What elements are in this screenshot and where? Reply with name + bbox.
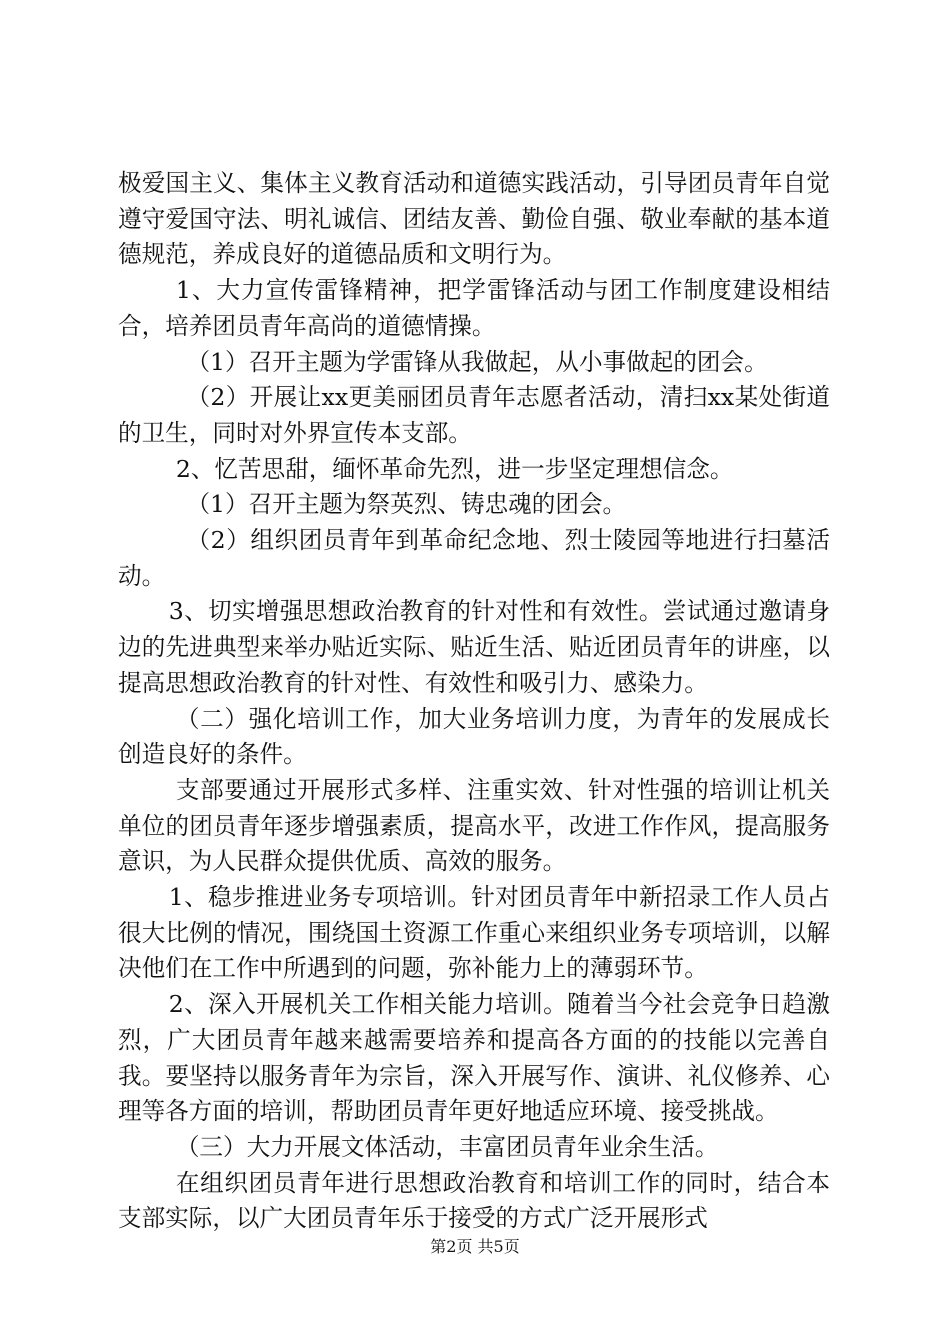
paragraph-subitem-1-2: （2）开展让xx更美丽团员青年志愿者活动，清扫xx某处街道的卫生，同时对外界宣传本支部。 [118, 383, 830, 447]
section-heading-2: （二）强化培训工作，加大业务培训力度，为青年的发展成长创造良好的条件。 [118, 704, 830, 769]
paragraph-subitem-1-1: （1）召开主题为学雷锋从我做起，从小事做起的团会。 [186, 347, 768, 376]
paragraph-item-2: 2、忆苦思甜，缅怀革命先烈，进一步坚定理想信念。 [175, 454, 734, 483]
paragraph-continuation: 极爱国主义、集体主义教育活动和道德实践活动，引导团员青年自觉遵守爱国守法、明礼诚信、团结友善、勤俭自强、敬业奉献的基本道德规范，养成良好的道德品质和文明行为。 [118, 169, 830, 269]
paragraph-subitem-2-1: （1）召开主题为祭英烈、铸忠魂的团会。 [186, 490, 627, 519]
paragraph-subitem-2-2: （2）组织团员青年到革命纪念地、烈士陵园等地进行扫墓活动。 [118, 526, 830, 590]
paragraph-section-2-item-2: 2、深入开展机关工作相关能力培训。随着当今社会竞争日趋激烈，广大团员青年越来越需要培养和提高各方面的的技能以完善自我。要坚持以服务青年为宗旨，深入开展写作、演讲、礼仪修养、心理等各方面的培训，帮助团员青年更好地适应环境、接受挑战。 [118, 990, 830, 1126]
paragraph-item-1: 1、大力宣传雷锋精神，把学雷锋活动与团工作制度建设相结合，培养团员青年高尚的道德情操。 [118, 276, 830, 340]
section-heading-3: （三）大力开展文体活动，丰富团员青年业余生活。 [175, 1132, 719, 1161]
document-body [118, 166, 830, 1237]
page-number-footer: 第2页 共5页 [430, 1237, 520, 1256]
paragraph-section-2-intro: 支部要通过开展形式多样、注重实效、针对性强的培训让机关单位的团员青年逐步增强素质，提高水平，改进工作作风，提高服务意识，为人民群众提供优质、高效的服务。 [118, 775, 830, 876]
paragraph-item-3: 3、切实增强思想政治教育的针对性和有效性。尝试通过邀请身边的先进典型来举办贴近实际、贴近生活、贴近团员青年的讲座，以提高思想政治教育的针对性、有效性和吸引力、感染力。 [118, 597, 830, 697]
paragraph-section-3-intro: 在组织团员青年进行思想政治教育和培训工作的同时，结合本支部实际，以广大团员青年乐于接受的方式广泛开展形式 [118, 1168, 830, 1233]
paragraph-section-2-item-1: 1、稳步推进业务专项培训。针对团员青年中新招录工作人员占很大比例的情况，围绕国土资源工作重心来组织业务专项培训，以解决他们在工作中所遇到的问题，弥补能力上的薄弱环节。 [118, 883, 830, 983]
